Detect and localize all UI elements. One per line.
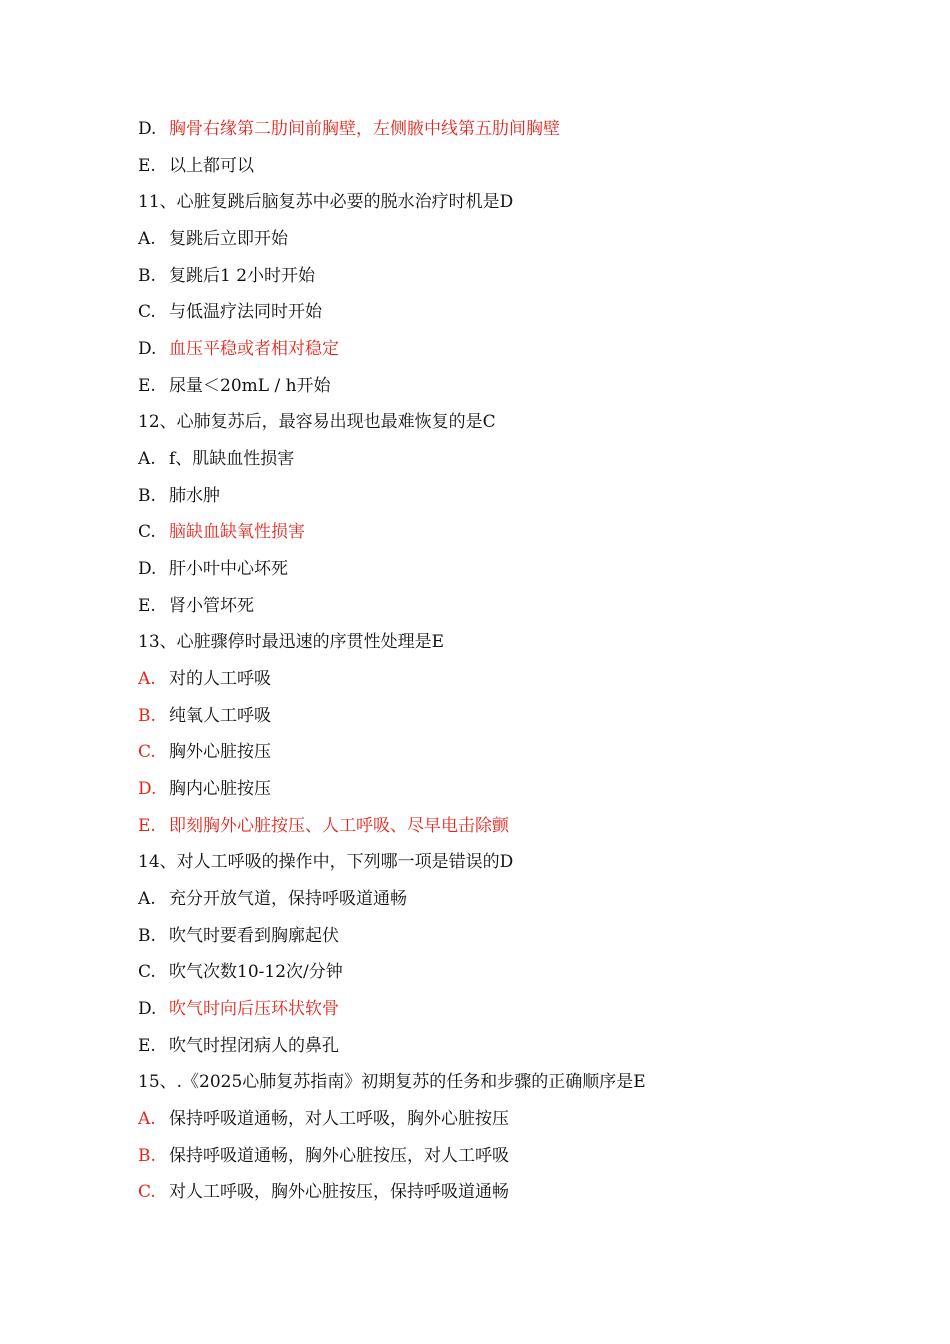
answer-option <box>138 703 271 729</box>
option-text: 脑缺血缺氧性损害 <box>169 522 305 543</box>
answer-option <box>138 923 339 949</box>
option-label: A. <box>138 668 156 689</box>
option-label: C. <box>138 522 156 543</box>
answer-option <box>138 373 331 399</box>
option-text: 对的人工呼吸 <box>169 668 271 689</box>
option-text: 复跳后1 2小时开始 <box>169 265 316 286</box>
option-label: C. <box>138 1182 156 1203</box>
option-label: A. <box>138 1108 156 1129</box>
option-text: 纯氧人工呼吸 <box>169 705 271 726</box>
option-text: 肾小管坏死 <box>169 595 254 616</box>
option-label: B. <box>138 265 156 286</box>
answer-option <box>138 593 254 619</box>
answer-option <box>138 666 271 692</box>
option-label: D. <box>138 558 157 579</box>
answer-option <box>138 153 254 179</box>
answer-option <box>138 116 560 142</box>
answer-option <box>138 556 288 582</box>
option-text: 保持呼吸道通畅，胸外心脏按压，对人工呼吸 <box>169 1145 509 1166</box>
answer-option <box>138 519 305 545</box>
question-heading: 15、.《2025心肺复苏指南》初期复苏的任务和步骤的正确顺序是E <box>138 1072 646 1093</box>
option-label: D. <box>138 998 157 1019</box>
question-heading: 13、心脏骤停时最迅速的序贯性处理是E <box>138 632 445 653</box>
question-heading: 12、心肺复苏后，最容易出现也最难恢复的是C <box>138 412 496 433</box>
answer-option <box>138 1179 509 1205</box>
option-text: 血压平稳或者相对稳定 <box>169 339 339 359</box>
answer-option <box>138 336 339 362</box>
answer-option <box>138 1106 509 1132</box>
option-label: E. <box>138 155 156 176</box>
option-label: D. <box>138 339 157 359</box>
option-label: A. <box>138 888 156 909</box>
option-text: 保持呼吸道通畅，对人工呼吸，胸外心脏按压 <box>169 1108 509 1129</box>
answer-option <box>138 226 288 252</box>
answer-option <box>138 299 322 325</box>
option-label: B. <box>138 485 156 506</box>
answer-option <box>138 776 271 802</box>
answer-option <box>138 959 343 985</box>
option-text: 吹气时要看到胸廓起伏 <box>169 925 339 946</box>
option-text: 吹气时捏闭病人的鼻孔 <box>169 1035 339 1056</box>
option-label: D. <box>138 119 157 139</box>
option-label: A. <box>138 448 156 469</box>
answer-option <box>138 996 339 1022</box>
answer-option <box>138 1033 339 1059</box>
answer-option <box>138 813 509 839</box>
option-text: 以上都可以 <box>169 155 254 176</box>
option-label: D. <box>138 778 157 799</box>
answer-option <box>138 1143 509 1169</box>
option-label: E. <box>138 815 156 836</box>
option-text: 充分开放气道，保持呼吸道通畅 <box>169 888 407 909</box>
option-text: 吹气次数10-12次/分钟 <box>169 962 343 983</box>
answer-option <box>138 886 407 912</box>
option-label: C. <box>138 302 156 323</box>
answer-option <box>138 483 220 509</box>
option-label: E. <box>138 375 156 396</box>
option-text: 尿量＜20mL / h开始 <box>169 375 331 396</box>
option-label: B. <box>138 925 156 946</box>
option-text: 对人工呼吸，胸外心脏按压，保持呼吸道通畅 <box>169 1182 509 1203</box>
option-label: C. <box>138 962 156 983</box>
option-text: 即刻胸外心脏按压、人工呼吸、尽早电击除颤 <box>169 815 509 836</box>
option-text: f、肌缺血性损害 <box>169 448 295 469</box>
option-text: 吹气时向后压环状软骨 <box>169 998 339 1019</box>
question-heading: 11、心脏复跳后脑复苏中必要的脱水治疗时机是D <box>138 192 514 213</box>
option-text: 胸骨右缘第二肋间前胸壁，左侧腋中线第五肋间胸壁 <box>169 119 560 139</box>
option-text: 与低温疗法同时开始 <box>169 302 322 323</box>
option-label: C. <box>138 742 156 763</box>
option-text: 肺水肿 <box>169 485 220 506</box>
answer-option <box>138 739 271 765</box>
option-label: B. <box>138 705 156 726</box>
option-text: 胸外心脏按压 <box>169 742 271 763</box>
option-label: A. <box>138 229 156 249</box>
answer-option <box>138 446 294 472</box>
option-label: E. <box>138 1035 156 1056</box>
option-label: B. <box>138 1145 156 1166</box>
option-label: E. <box>138 595 156 616</box>
option-text: 肝小叶中心坏死 <box>169 558 288 579</box>
option-text: 胸内心脏按压 <box>169 778 271 799</box>
question-heading: 14、对人工呼吸的操作中，下列哪一项是错误的D <box>138 852 514 873</box>
answer-option <box>138 263 315 289</box>
option-text: 复跳后立即开始 <box>169 229 288 249</box>
